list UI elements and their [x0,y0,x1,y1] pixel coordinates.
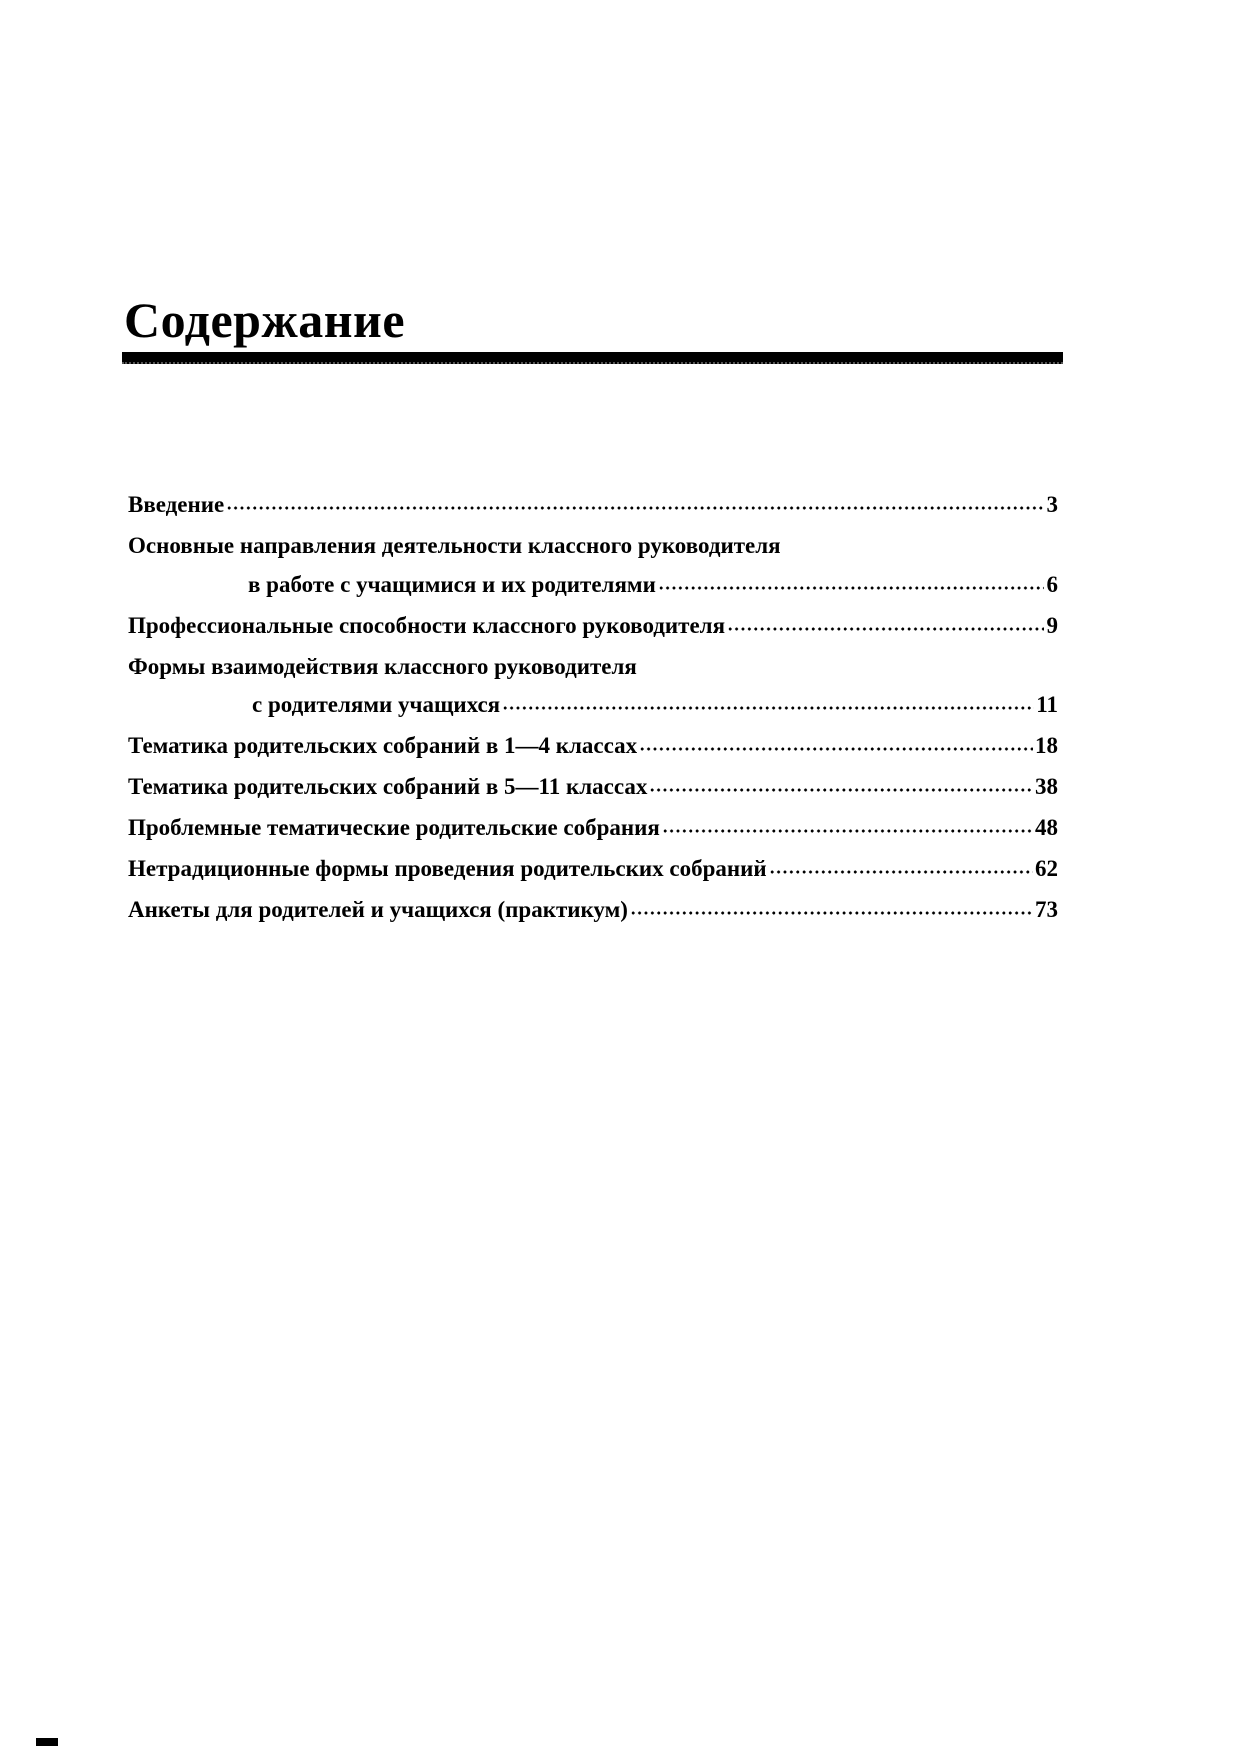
toc-entry-nontraditional-forms[interactable] [128,850,1058,889]
toc-entry-title: Тематика родительских собраний в 5—11 классах [128,774,648,799]
toc-entry-title-continuation: в работе с учащимися и их родителями [248,571,656,597]
toc-page-number: 9 [1046,612,1058,638]
toc-page-number: 48 [1035,815,1058,840]
dot-leader [662,829,1033,833]
page-title: Содержание [124,292,406,348]
toc-entry-introduction[interactable] [128,486,1058,525]
toc-page-number: 11 [1036,692,1058,717]
title-underline-rule [122,352,1063,364]
toc-entry-problem-meetings[interactable] [128,809,1058,848]
toc-entry-title: Введение [128,492,225,517]
toc-entry-title: Нетрадиционные формы проведения родительских собраний [128,856,767,881]
toc-entry-title: Профессиональные способности классного руководителя [128,612,726,638]
toc-entry-title: Формы взаимодействия классного руководителя [128,653,637,679]
dot-leader [226,506,1044,510]
toc-page-number: 62 [1035,856,1058,881]
dot-leader [658,586,1044,590]
toc-entry-title-continuation: с родителями учащихся [252,692,501,717]
toc-page-number: 3 [1046,492,1058,517]
toc-page-number: 73 [1035,897,1058,922]
toc-entry-title: Проблемные тематические родительские собрания [128,815,660,840]
toc-entry-title: Тематика родительских собраний в 1—4 классах [128,733,638,758]
dot-leader [639,747,1033,751]
dot-leader [649,788,1033,792]
toc-entry-title: Анкеты для родителей и учащихся (практикум) [128,897,628,922]
toc-entry-interaction-forms[interactable] [128,648,1058,725]
toc-page-number: 18 [1035,733,1058,758]
toc-entry-questionnaires[interactable] [128,891,1058,930]
toc-entry-meetings-grades-1-4[interactable] [128,727,1058,766]
dot-leader [769,870,1033,874]
table-of-contents [128,486,1058,932]
dot-leader [727,627,1044,631]
toc-entry-professional-abilities[interactable] [128,607,1058,646]
dot-leader [630,911,1033,915]
dot-leader [502,706,1034,710]
toc-entry-meetings-grades-5-11[interactable] [128,768,1058,807]
toc-page-number: 6 [1046,571,1058,597]
toc-entry-main-directions[interactable] [128,527,1058,604]
scan-margin-mark [36,1738,58,1746]
toc-entry-title: Основные направления деятельности классного руководителя [128,533,781,558]
toc-page-number: 38 [1035,774,1058,799]
